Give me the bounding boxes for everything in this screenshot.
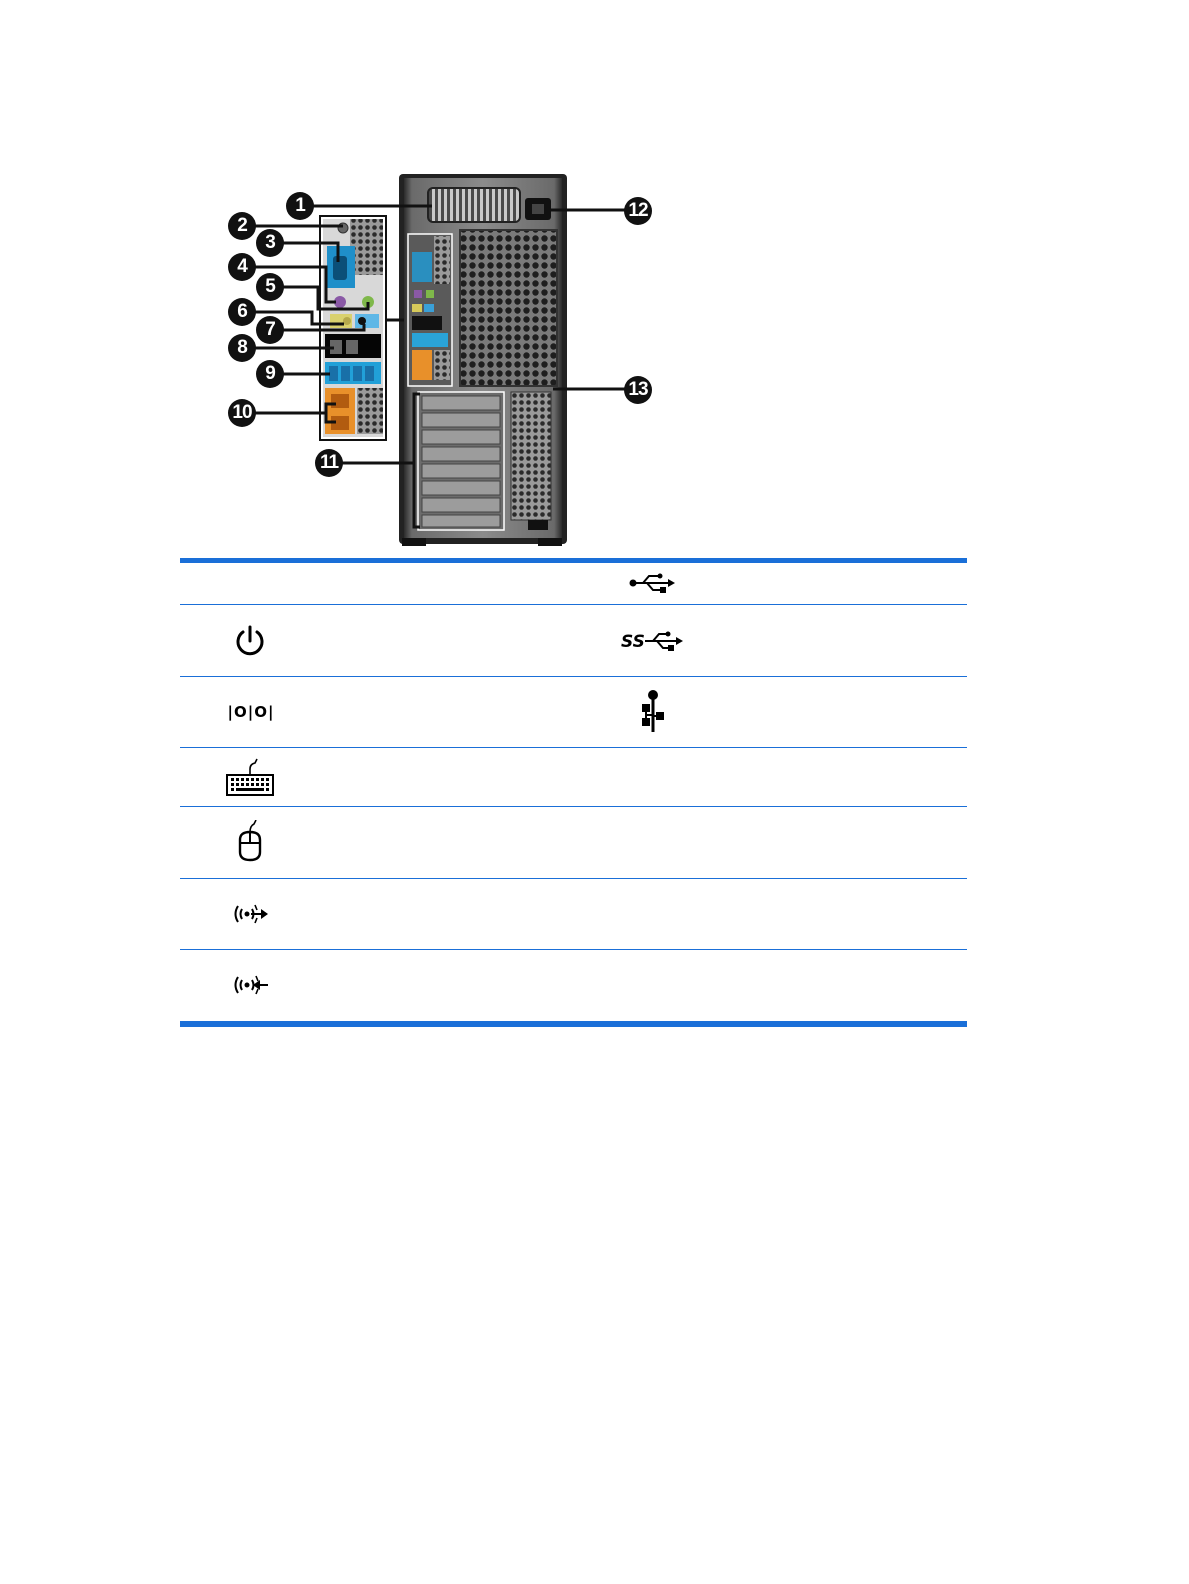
serial-port-icon [226,701,276,723]
usb-superspeed-icon [620,629,686,653]
table-row [180,605,967,677]
mouse-icon [234,819,266,863]
callout-7: 7 [256,316,284,344]
keyboard-icon [224,756,276,798]
superspeed-text: SS [621,632,645,652]
callout-9: 9 [256,360,284,388]
callout-5: 5 [256,273,284,301]
table-row [180,950,967,1022]
callout-13: 13 [624,376,652,404]
power-icon [232,623,268,659]
serial-port-symbol: |O|O| [227,703,275,721]
workstation-rear-illustration [0,0,1189,560]
callout-10: 10 [228,399,256,427]
table-row [180,879,967,950]
callout-8: 8 [228,334,256,362]
table-bottom-rule [180,1022,967,1027]
table-row [180,677,967,748]
table-row [180,748,967,807]
callout-2: 2 [228,212,256,240]
workstation-rear-view-figure [0,0,1189,560]
tower-chassis [399,174,567,546]
table-row [180,807,967,879]
icon-legend-table [180,558,967,1027]
callout-4: 4 [228,253,256,281]
audio-line-in-icon [230,972,270,998]
audio-line-out-icon [230,901,270,927]
io-panel-detail [320,216,386,440]
callout-6: 6 [228,298,256,326]
callout-12: 12 [624,197,652,225]
callout-3: 3 [256,229,284,257]
table-row [180,563,967,605]
network-icon [636,689,670,733]
callout-1: 1 [286,192,314,220]
usb-icon [628,571,678,595]
callout-11: 11 [315,449,343,477]
